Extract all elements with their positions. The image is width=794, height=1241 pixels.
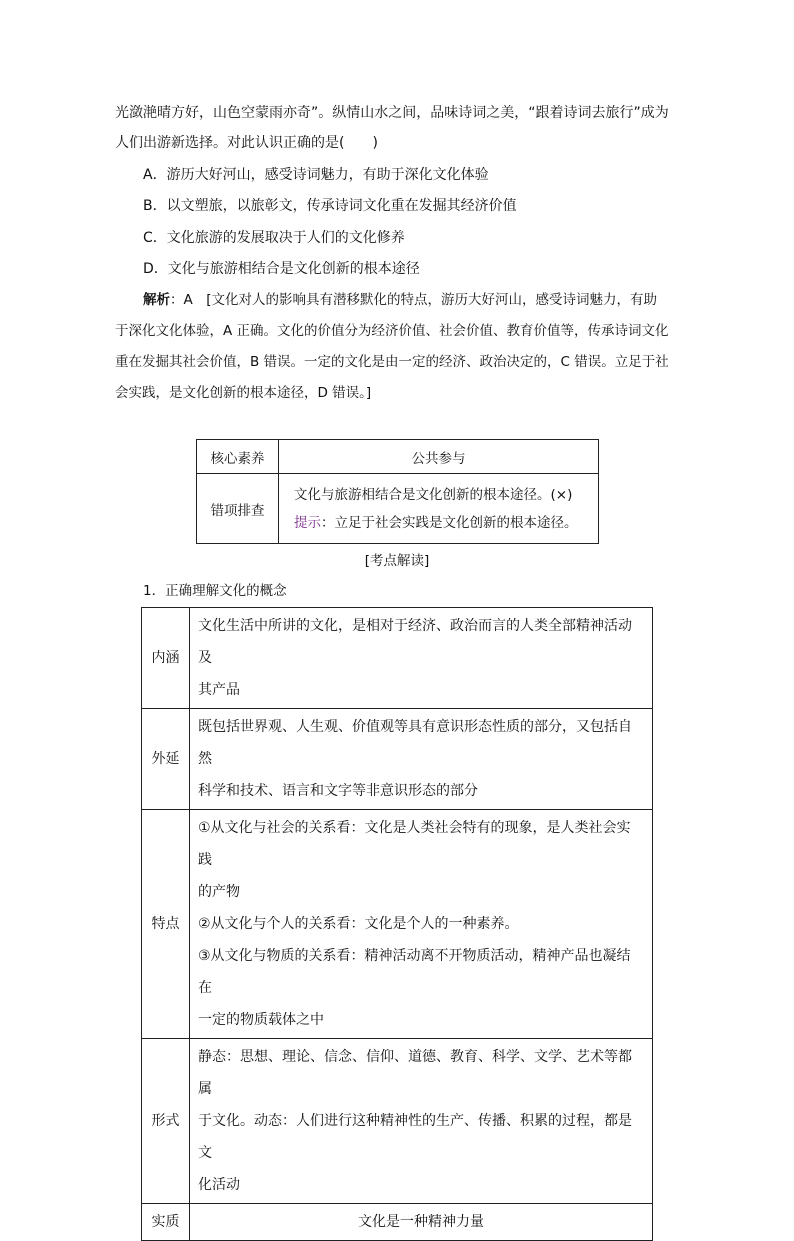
table-row [142, 709, 653, 810]
header-public-participation: 公共参与 [279, 440, 599, 474]
concept-table [141, 607, 653, 1241]
analysis-line4: 会实践，是文化创新的根本途径，D 错误。] [115, 385, 372, 401]
header-core-literacy: 核心素养 [197, 440, 279, 474]
content-line: 化活动 [198, 1177, 240, 1193]
row-label-forms: 形式 [142, 1039, 190, 1204]
hint-label: 提示 [294, 514, 321, 531]
row-label-features: 特点 [142, 810, 190, 1039]
option-d: D．文化与旅游相结合是文化创新的根本途径 [143, 261, 420, 277]
hint-text: ：立足于社会实践是文化创新的根本途径。 [321, 514, 578, 531]
row-label-connotation: 内涵 [142, 608, 190, 709]
content-line: 文化生活中所讲的文化，是相对于经济、政治而言的人类全部精神活动及 [198, 618, 632, 666]
table-row [142, 1039, 653, 1204]
option-a: A．游历大好河山，感受诗词魅力，有助于深化文化体验 [143, 167, 489, 183]
hint-line [294, 509, 598, 537]
row-content-features [190, 810, 653, 1039]
error-check-content [279, 474, 599, 544]
option-b: B．以文塑旅，以旅彰文，传承诗词文化重在发掘其经济价值 [143, 198, 517, 214]
analysis-text-1: ：A [文化对人的影响具有潜移默化的特点，游历大好河山，感受诗词魅力，有助 [170, 292, 658, 308]
option-c: C．文化旅游的发展取决于人们的文化修养 [143, 230, 405, 246]
question-stem-line1: 光潋滟晴方好，山色空蒙雨亦奇”。纵情山水之间，品味诗词之美，“跟着诗词去旅行”成为 [115, 105, 669, 121]
content-line: 其产品 [198, 682, 240, 698]
content-line: 静态：思想、理论、信念、信仰、道德、教育、科学、文学、艺术等都属 [198, 1049, 632, 1097]
error-statement: 文化与旅游相结合是文化创新的根本途径。(×) [294, 486, 573, 503]
analysis-line1 [143, 290, 657, 310]
label-error-check: 错项排查 [197, 474, 279, 544]
analysis-line3: 重在发掘其社会价值，B 错误。一定的文化是由一定的经济、政治决定的，C 错误。立足于社 [115, 354, 669, 370]
table-row [142, 608, 653, 709]
content-line: ①从文化与社会的关系看：文化是人类社会特有的现象，是人类社会实践 [198, 820, 631, 868]
content-line: 既包括世界观、人生观、价值观等具有意识形态性质的部分，又包括自然 [198, 719, 632, 767]
content-line: ②从文化与个人的关系看：文化是个人的一种素养。 [198, 916, 519, 932]
analysis-line2: 于深化文化体验，A 正确。文化的价值分为经济价值、社会价值、教育价值等，传承诗词文化 [115, 323, 669, 339]
row-content-connotation [190, 608, 653, 709]
table-row [142, 1204, 653, 1241]
analysis-label: 解析 [143, 292, 170, 308]
content-line: 于文化。动态：人们进行这种精神性的生产、传播、积累的过程，都是文 [198, 1113, 632, 1161]
content-line: 一定的物质载体之中 [198, 1012, 324, 1028]
section-heading: [考点解读] [364, 553, 430, 569]
concept-title: 1．正确理解文化的概念 [143, 583, 287, 599]
row-content-forms [190, 1039, 653, 1204]
row-label-extension: 外延 [142, 709, 190, 810]
question-stem-line2: 人们出游新选择。对此认识正确的是( ) [115, 135, 378, 151]
literacy-table [196, 439, 599, 544]
table-row [142, 810, 653, 1039]
content-line: 文化是一种精神力量 [358, 1214, 484, 1230]
content-line: 的产物 [198, 884, 240, 900]
row-content-essence [190, 1204, 653, 1241]
row-label-essence: 实质 [142, 1204, 190, 1241]
content-line: 科学和技术、语言和文字等非意识形态的部分 [198, 783, 478, 799]
content-line: ③从文化与物质的关系看：精神活动离不开物质活动，精神产品也凝结在 [198, 948, 631, 996]
row-content-extension [190, 709, 653, 810]
